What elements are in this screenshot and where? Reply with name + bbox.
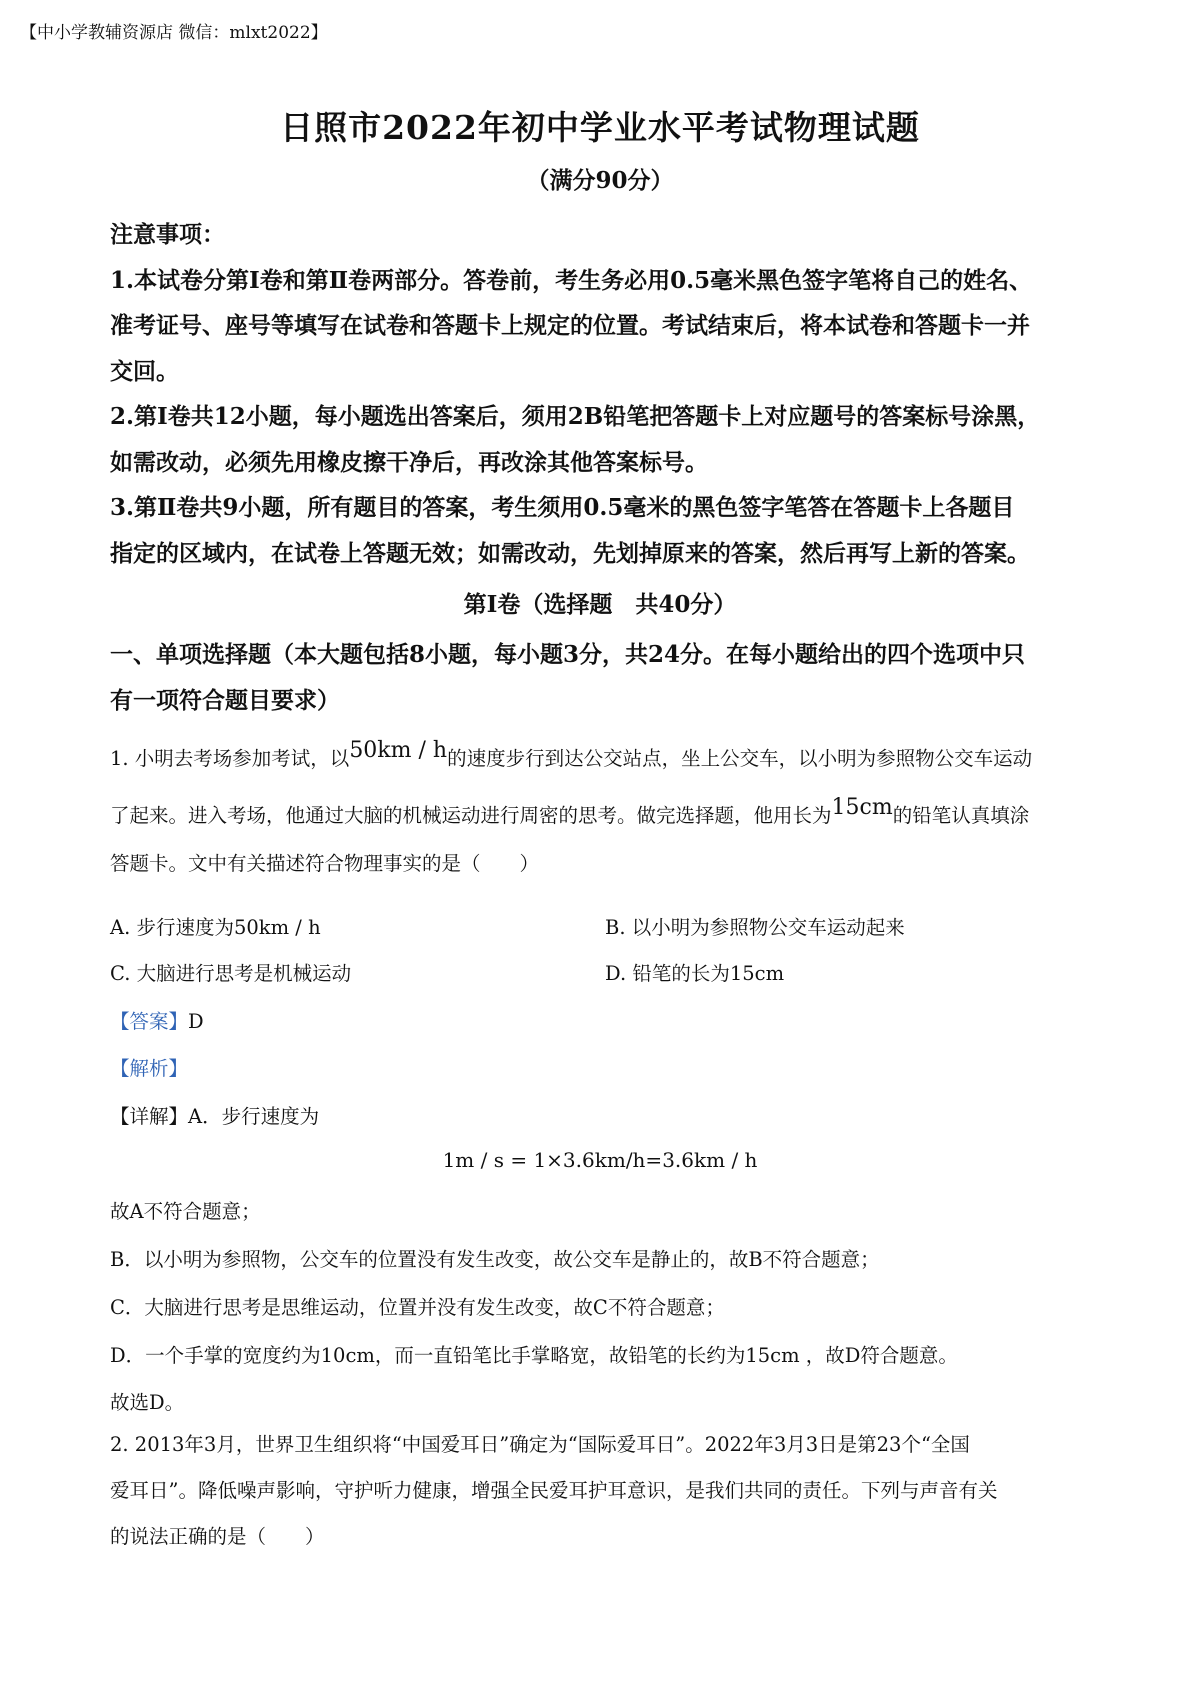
explanation-line-4: D．一个手掌的宽度约为10cm，而一直铅笔比手掌略宽，故铅笔的长约为15cm ，故D符合题意。 xyxy=(110,1344,958,1367)
q1-line-3: 答题卡。文中有关描述符合物理事实的是（ ） xyxy=(110,852,540,875)
q1-option-d: D. 铅笔的长为15cm xyxy=(605,962,785,985)
notice-item-3-line-2: 指定的区域内，在试卷上答题无效；如需改动，先划掉原来的答案，然后再写上新的答案。 xyxy=(110,539,1030,567)
answer-value: D xyxy=(188,1010,204,1033)
q2-line-3: 的说法正确的是（ ） xyxy=(110,1525,325,1548)
notice-item-1-line-3: 交回。 xyxy=(110,357,179,385)
notice-item-2-line-1: 2.第Ⅰ卷共12小题，每小题选出答案后，须用2B铅笔把答题卡上对应题号的答案标号涂黑， xyxy=(110,403,1041,430)
explanation-line-1: 故A不符合题意； xyxy=(110,1200,261,1223)
answer-tag: 【答案】 xyxy=(110,1010,189,1033)
notice-item-3-line-1: 3.第Ⅱ卷共9小题，所有题目的答案，考生须用0.5毫米的黑色签字笔答在答题卡上各题目 xyxy=(110,494,1015,521)
q1-option-b: B. 以小明为参照物公交车运动起来 xyxy=(605,916,905,939)
notice-item-2-line-2: 如需改动，必须先用橡皮擦干净后，再改涂其他答案标号。 xyxy=(110,448,708,476)
notice-block xyxy=(110,212,1110,576)
section-title: 第Ⅰ卷（选择题 共40分） xyxy=(463,591,737,618)
q1-line-1 xyxy=(110,730,1110,787)
answer-row xyxy=(110,1006,204,1034)
explanation-line-3: C．大脑进行思考是思维运动，位置并没有发生改变，故C不符合题意； xyxy=(110,1296,725,1319)
question-2-stem xyxy=(110,1422,1110,1560)
notice-item-1-line-1: 1.本试卷分第Ⅰ卷和第Ⅱ卷两部分。答卷前，考生务必用0.5毫米黑色签字笔将自己的姓名、 xyxy=(110,266,1033,294)
conclusion-line: 故选D。 xyxy=(110,1391,185,1414)
part-title-line-2: 有一项符合题目要求） xyxy=(110,686,340,714)
page-subtitle: （满分90分） xyxy=(526,167,674,194)
explanation-line-2: B．以小明为参照物，公交车的位置没有发生改变，故公交车是静止的，故B不符合题意； xyxy=(110,1248,880,1271)
q1-line-2-a: 了起来。进入考场，他通过大脑的机械运动进行周密的思考。做完选择题，他用长为 xyxy=(110,804,832,827)
q1-option-a: A. 步行速度为50km / h xyxy=(110,916,321,939)
q1-line-2 xyxy=(110,787,1110,844)
notice-item-1-line-2: 准考证号、座号等填写在试卷和答题卡上规定的位置。考试结束后，将本试卷和答题卡一并 xyxy=(110,312,1030,339)
page-title: 日照市2022年初中学业水平考试物理试题 xyxy=(280,108,920,147)
q2-line-1: 2. 2013年3月，世界卫生组织将“中国爱耳日”确定为“国际爱耳日”。2022年3月3日是第23个“全国 xyxy=(110,1433,970,1456)
q1-line-1-b: 的速度步行到达公交站点，坐上公交车，以小明为参照物公交车运动 xyxy=(447,747,1033,770)
part-title-line-1: 一、单项选择题（本大题包括8小题，每小题3分，共24分。在每小题给出的四个选项中只 xyxy=(110,641,1026,668)
detail-intro: 【详解】A．步行速度为 xyxy=(110,1105,320,1128)
question-1-stem xyxy=(110,730,1110,884)
part-title xyxy=(110,632,1110,723)
q1-line-2-b: 的铅笔认真填涂 xyxy=(892,804,1030,827)
header-note: 【中小学教辅资源店 微信：mlxt2022】 xyxy=(20,23,328,43)
notice-heading: 注意事项： xyxy=(110,221,225,248)
q1-length-value: 15cm xyxy=(831,795,893,820)
analysis-row xyxy=(110,1053,188,1081)
analysis-tag: 【解析】 xyxy=(110,1057,189,1080)
q1-speed-value: 50km / h xyxy=(349,738,448,763)
speed-formula: 1m / s = 1×3.6km/h=3.6km / h xyxy=(442,1148,758,1172)
q1-option-c: C. 大脑进行思考是机械运动 xyxy=(110,962,352,985)
q2-line-2: 爱耳日”。降低噪声影响，守护听力健康，增强全民爱耳护耳意识，是我们共同的责任。下列与声音有关 xyxy=(110,1479,998,1502)
q1-line-1-a: 1. 小明去考场参加考试，以 xyxy=(110,747,350,770)
